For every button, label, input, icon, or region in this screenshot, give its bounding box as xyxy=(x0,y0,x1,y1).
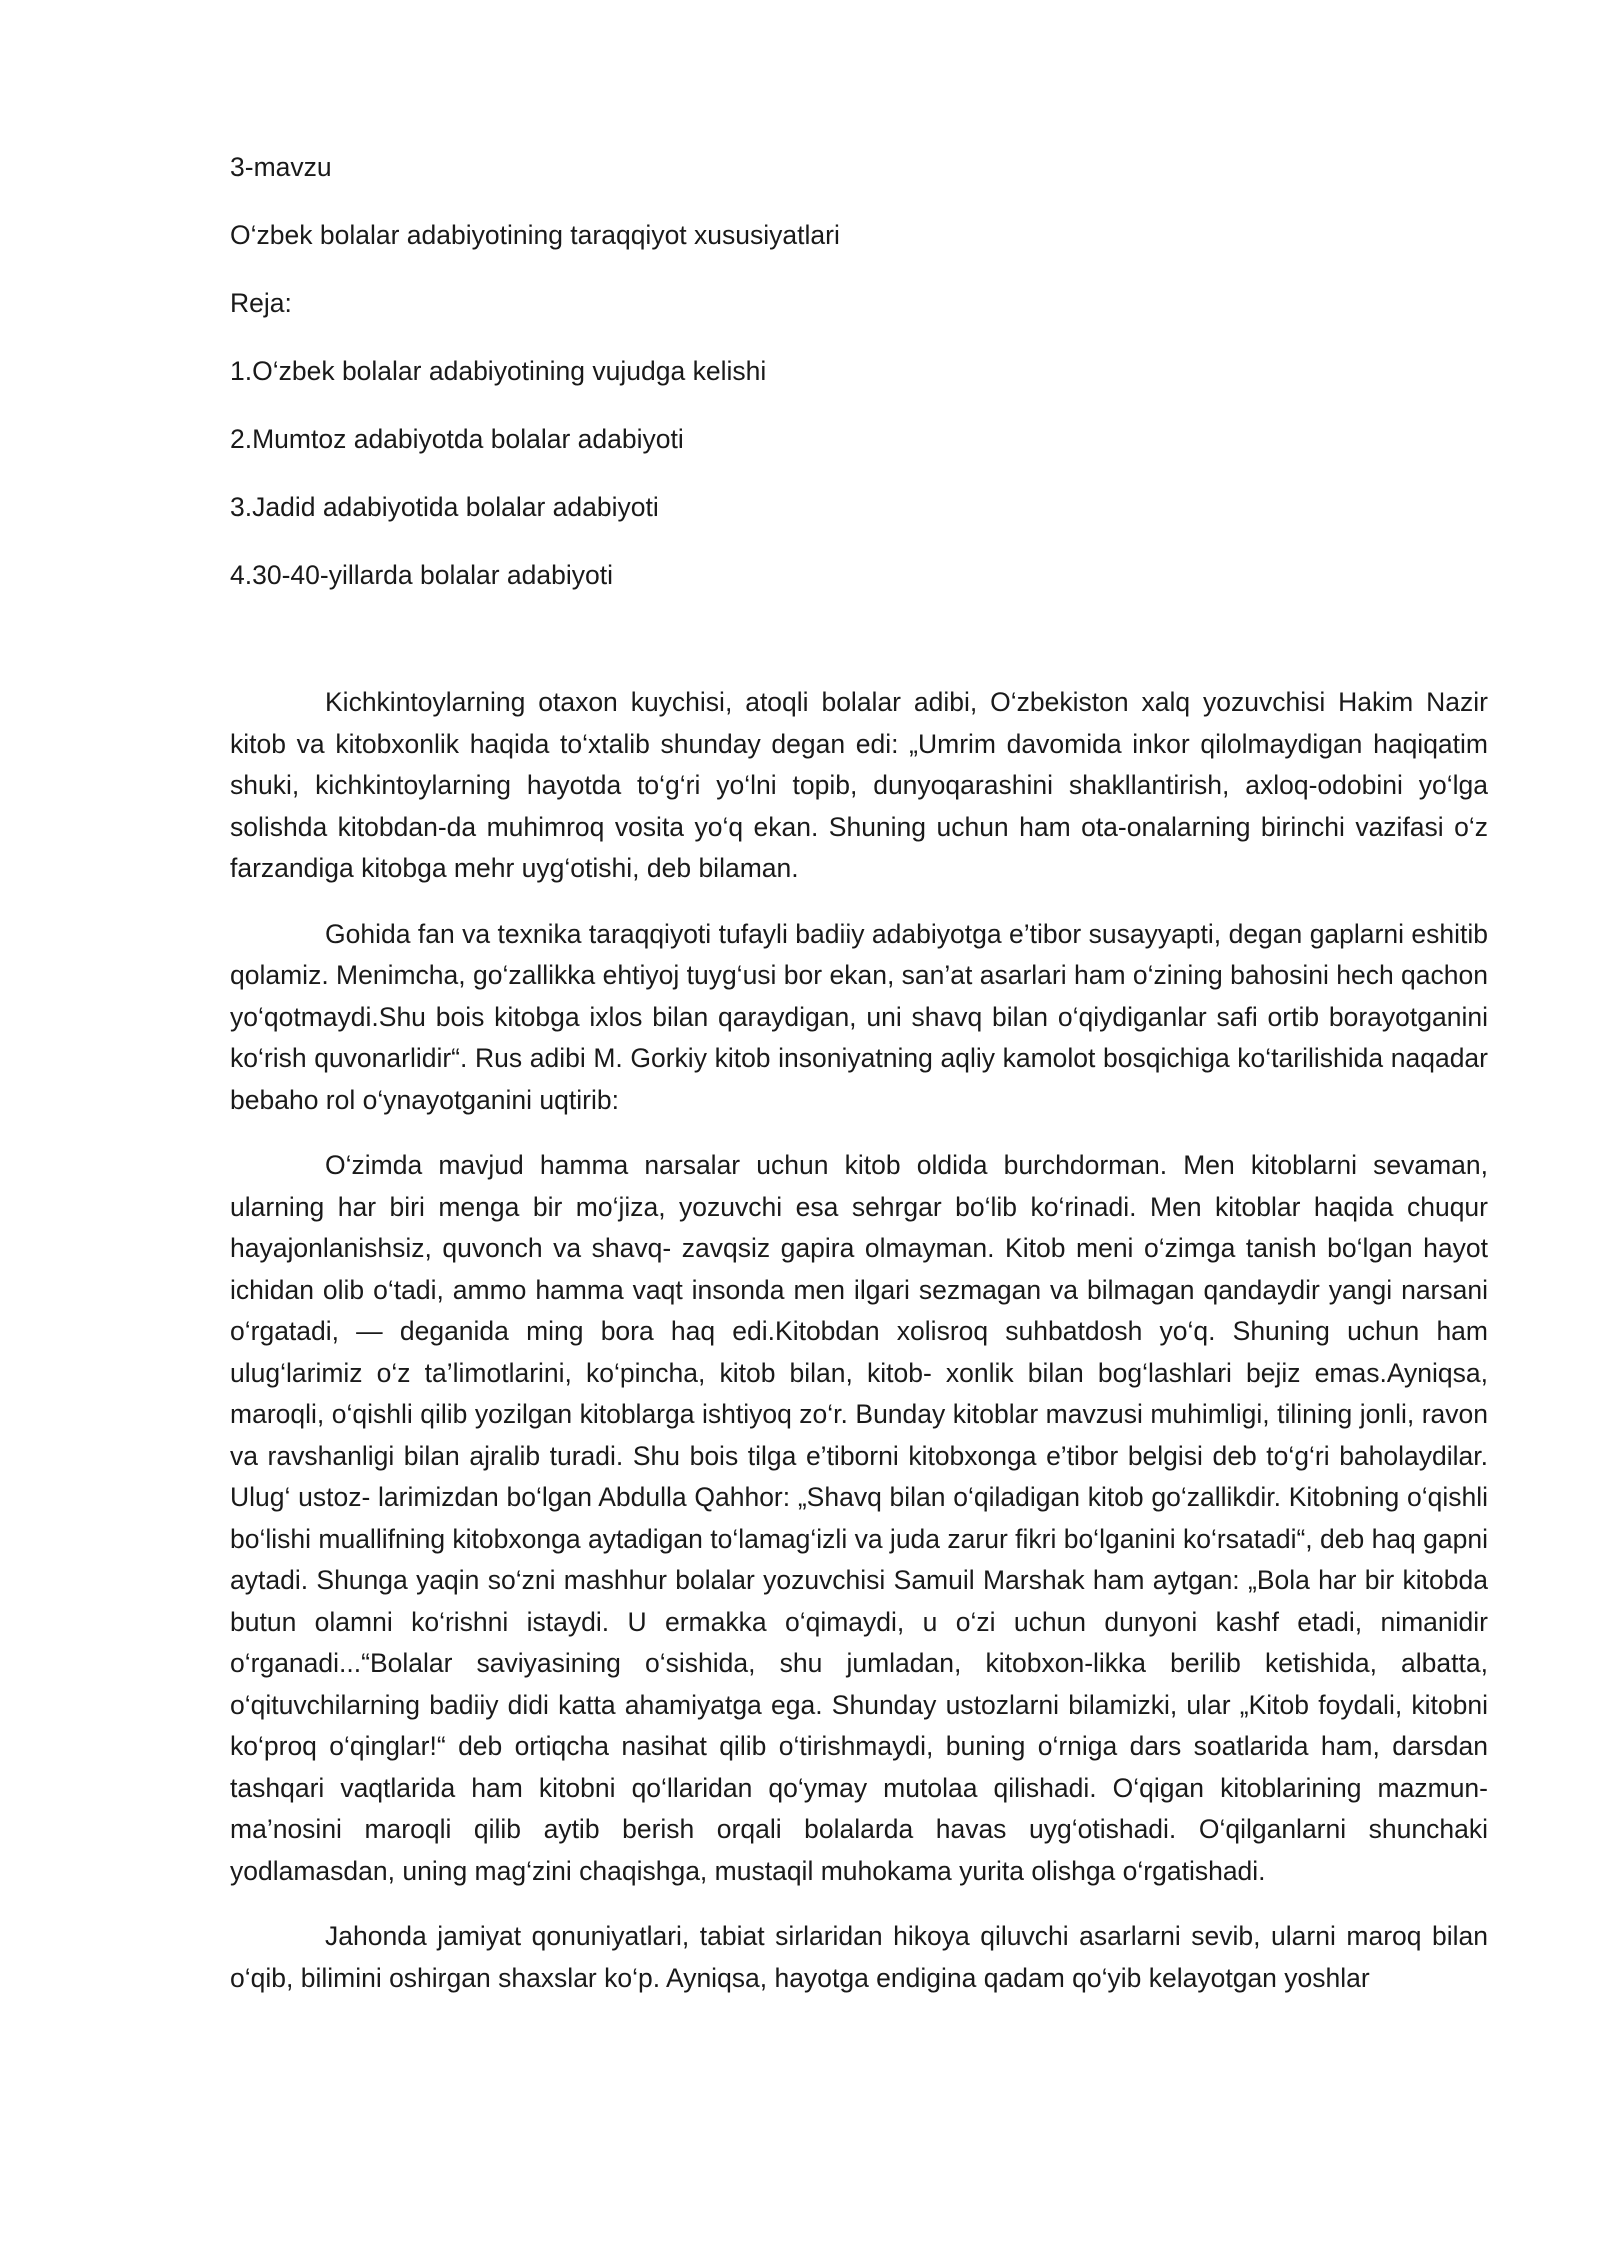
paragraph: Kichkintoylarning otaxon kuychisi, atoqli bolalar adibi, O‘zbekiston xalq yozuvchisi Hakim Nazir kitob va kitobxonlik haqida to‘xtalib shunday degan edi: „Umrim davomida inkor qilolmaydigan haqiqatim shuki, kichkintoylarning hayotda to‘g‘ri yo‘lni topib, dunyoqarashini shakllantirish, axloq-odobini yo‘lga solishda kitobdan-da muhimroq vosita yo‘q ekan. Shuning uchun ham ota-onalarning birinchi vazifasi o‘z farzandiga kitobga mehr uyg‘otishi, deb bilaman. xyxy=(230,687,1488,883)
document-title: O‘zbek bolalar adabiyotining taraqqiyot xususiyatlari xyxy=(230,220,840,250)
paragraph: Gohida fan va texnika taraqqiyoti tufayli badiiy adabiyotga e’tibor susayyapti, degan gaplarni eshitib qolamiz. Menimcha, go‘zallikka ehtiyoj tuyg‘usi bor ekan, san’at asarlari ham o‘zining bahosini hech qachon yo‘qotmaydi.Shu bois kitobga ixlos bilan qaraydigan, uni shavq bilan o‘qiydiganlar safi ortib borayotganini ko‘rish quvonarlidir“. Rus adibi M. Gorkiy kitob insoniyatning aqliy kamolot bosqichiga ko‘tarilishida naqadar bebaho rol o‘ynayotganini uqtirib: xyxy=(230,918,1488,1115)
body-text xyxy=(230,682,1488,1999)
document-content xyxy=(230,150,1488,2023)
paragraph: Jahonda jamiyat qonuniyatlari, tabiat sirlaridan hikoya qiluvchi asarlarni sevib, ularni maroq bilan o‘qib, bilimini oshirgan shaxslar ko‘p. Ayniqsa, hayotga endigina qadam qo‘yib kelayotgan yoshlar xyxy=(230,1921,1488,1993)
plan-item: 3.Jadid adabiyotida bolalar adabiyoti xyxy=(230,492,659,522)
topic-number: 3-mavzu xyxy=(230,152,332,182)
plan-label: Reja: xyxy=(230,288,292,318)
paragraph: O‘zimda mavjud hamma narsalar uchun kitob oldida burchdorman. Men kitoblarni sevaman, ularning har biri menga bir mo‘jiza, yozuvchi esa sehrgar bo‘lib ko‘rinadi. Men kitoblar haqida chuqur hayajonlanishsiz, quvonch va shavq- zavqsiz gapira olmayman. Kitob meni o‘zimga tanish bo‘lgan hayot ichidan olib o‘tadi, ammo hamma vaqt insonda men ilgari sezmagan va bilmagan qandaydir yangi narsani o‘rgatadi, — deganida ming bora haq edi.Kitobdan xolisroq suhbatdosh yo‘q. Shuning uchun ham ulug‘larimiz o‘z ta’limotlarini, ko‘pincha, kitob bilan, kitob- xonlik bilan bog‘lashlari bejiz emas.Ayniqsa, maroqli, o‘qishli qilib yozilgan kitoblarga ishtiyoq zo‘r. Bunday kitoblar mavzusi muhimligi, tilining jonli, ravon va ravshanligi bilan ajralib turadi. Shu bois tilga e’tiborni kitobxonga e’tibor belgisi deb to‘g‘ri baholaydilar. Ulug‘ ustoz- larimizdan bo‘lgan Abdulla Qahhor: „Shavq bilan o‘qiladigan kitob go‘zallikdir. Kitobning o‘qishli bo‘lishi muallifning kitobxonga aytadigan to‘lamag‘izli va juda zarur fikri bo‘lganini ko‘rsatadi“, deb haq gapni aytadi. Shunga yaqin so‘zni mashhur bolalar yozuvchisi Samuil Marshak ham aytgan: „Bola har bir kitobda butun olamni ko‘rishni istaydi. U ermakka o‘qimaydi, u o‘zi uchun dunyoni kashf etadi, nimanidir o‘rganadi...“Bolalar saviyasining o‘sishida, shu jumladan, kitobxon-likka berilib ketishida, albatta, o‘qituvchilarning badiiy didi katta ahamiyatga ega. Shunday ustozlarni bilamizki, ular „Kitob foydali, kitobni ko‘proq o‘qinglar!“ deb ortiqcha nasihat qilib o‘tirishmaydi, buning o‘rniga dars soatlarida ham, darsdan tashqari vaqtlarida ham kitobni qo‘llaridan qo‘ymay mutolaa qilishadi. O‘qigan kitoblarining mazmun-ma’nosini maroqli qilib aytib berish orqali bolalarda havas uyg‘otishadi. O‘qilganlarni shunchaki yodlamasdan, uning mag‘zini chaqishga, mustaqil muhokama yurita olishga o‘rgatishadi. xyxy=(230,1150,1488,1886)
plan-item: 4.30-40-yillarda bolalar adabiyoti xyxy=(230,560,614,590)
plan-item: 2.Mumtoz adabiyotda bolalar adabiyoti xyxy=(230,424,684,454)
plan-item: 1.O‘zbek bolalar adabiyotining vujudga kelishi xyxy=(230,356,767,386)
